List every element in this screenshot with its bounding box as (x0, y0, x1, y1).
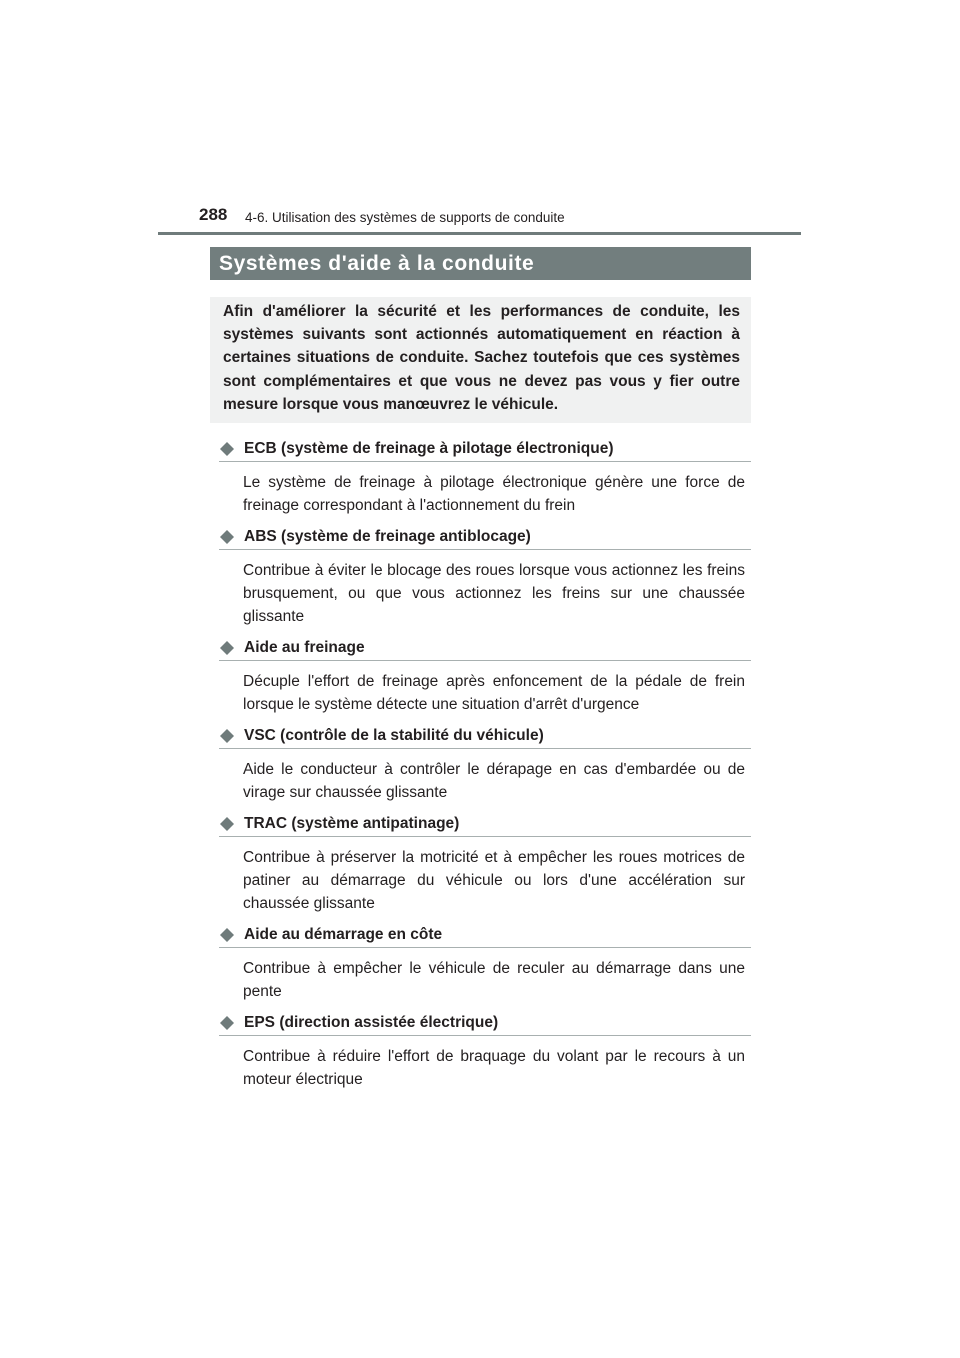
feature-title-text: Aide au freinage (244, 639, 365, 656)
feature-item (219, 724, 751, 804)
feature-description: Contribue à empêcher le véhicule de reculer au démarrage dans une pente (243, 960, 745, 1000)
diamond-icon (220, 641, 234, 655)
feature-title (219, 812, 751, 837)
feature-item (219, 1011, 751, 1091)
feature-description: Contribue à éviter le blocage des roues lorsque vous actionnez les freins brusquement, ou que vous actionnez les freins sur une chaussée glissante (243, 562, 745, 625)
feature-title (219, 724, 751, 749)
header-rule (158, 232, 801, 235)
diamond-icon (220, 442, 234, 456)
feature-description: Contribue à réduire l'effort de braquage du volant par le recours à un moteur électrique (243, 1048, 745, 1088)
feature-title (219, 1011, 751, 1036)
diamond-icon (220, 928, 234, 942)
feature-title (219, 437, 751, 462)
diamond-icon (220, 530, 234, 544)
feature-item (219, 923, 751, 1003)
feature-title-text: EPS (direction assistée électrique) (244, 1014, 499, 1031)
feature-title (219, 923, 751, 948)
feature-title-text: VSC (contrôle de la stabilité du véhicule) (244, 727, 544, 744)
feature-item (219, 636, 751, 716)
feature-description: Contribue à préserver la motricité et à empêcher les roues motrices de patiner au démarrage du véhicule ou lors d'une accélération sur chaussée glissante (243, 849, 745, 912)
page-title: Systèmes d'aide à la conduite (210, 247, 751, 280)
page-number: 288 (199, 205, 228, 224)
intro-text: Afin d'améliorer la sécurité et les performances de conduite, les systèmes suivants sont actionnés automatiquement en réaction à certaines situations de conduite. Sachez toutefois que ces systèmes sont complémentaires et que vous ne devez pas vous y fier outre mesure lorsque vous manœuvrez le véhicule. (223, 303, 740, 413)
feature-title-text: ABS (système de freinage antiblocage) (244, 528, 531, 545)
feature-item (219, 525, 751, 628)
feature-description: Aide le conducteur à contrôler le dérapage en cas d'embardée ou de virage sur chaussée glissante (243, 761, 745, 801)
feature-description: Décuple l'effort de freinage après enfoncement de la pédale de frein lorsque le système détecte une situation d'arrêt d'urgence (243, 673, 745, 713)
feature-title-text: ECB (système de freinage à pilotage électronique) (244, 440, 614, 457)
feature-title (219, 525, 751, 550)
feature-item (219, 437, 751, 517)
feature-item (219, 812, 751, 915)
diamond-icon (220, 729, 234, 743)
feature-list (219, 437, 751, 1099)
feature-title-text: Aide au démarrage en côte (244, 926, 443, 943)
feature-title (219, 636, 751, 661)
feature-title-text: TRAC (système antipatinage) (244, 815, 460, 832)
feature-description: Le système de freinage à pilotage électronique génère une force de freinage correspondant à l'actionnement du frein (243, 474, 745, 514)
intro-box (210, 297, 751, 423)
diamond-icon (220, 817, 234, 831)
diamond-icon (220, 1016, 234, 1030)
section-header: 4-6. Utilisation des systèmes de supports de conduite (245, 210, 565, 225)
